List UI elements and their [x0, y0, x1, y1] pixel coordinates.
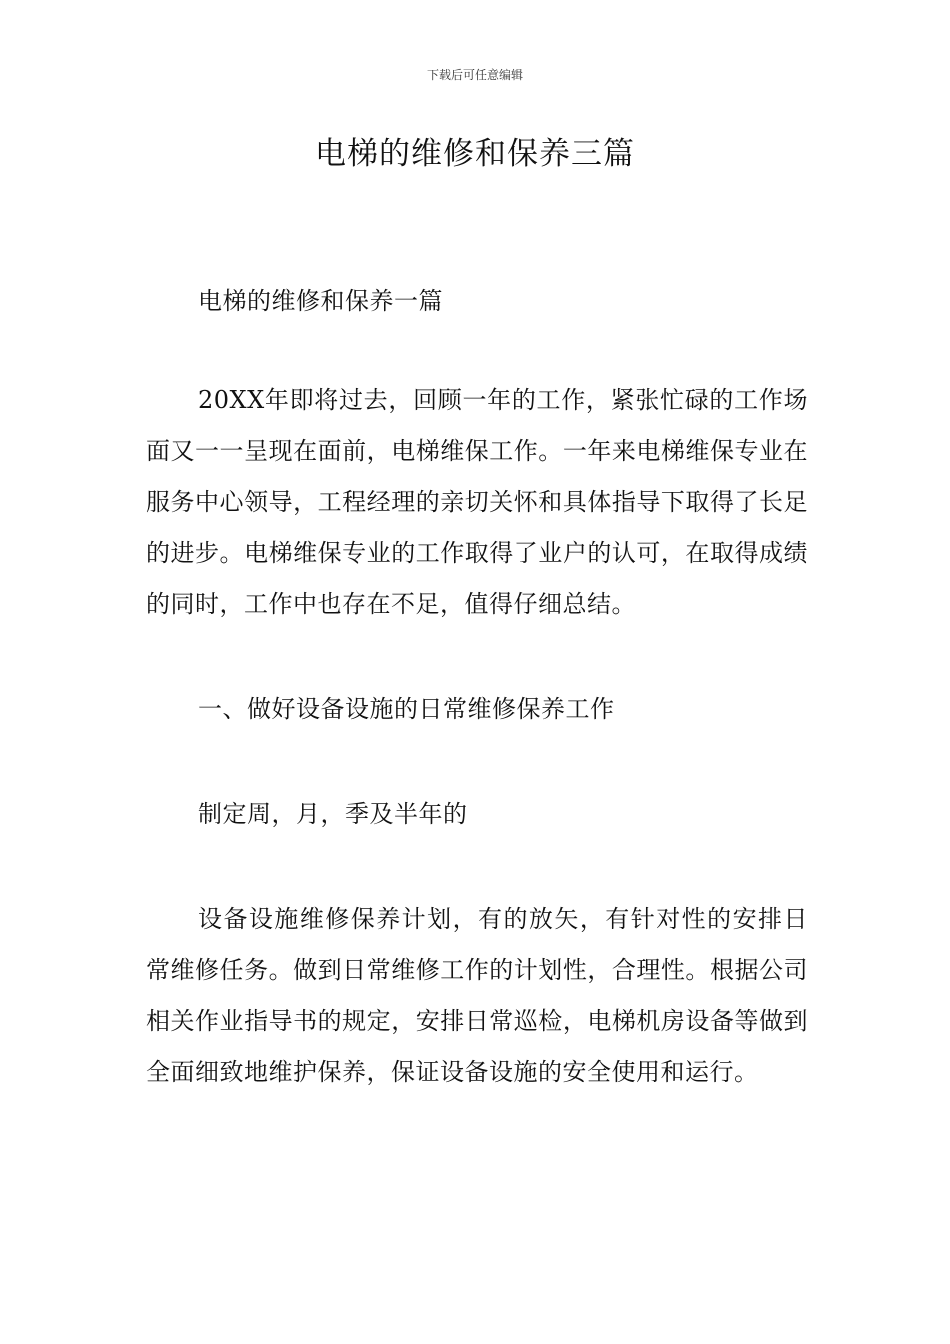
- header-note: 下载后可任意编辑: [426, 68, 523, 82]
- section-heading-part-one: 电梯的维修和保养一篇: [198, 287, 443, 315]
- plan-paragraph-lead: 制定周，月，季及半年的: [198, 800, 468, 828]
- document-body: [146, 276, 808, 1098]
- plan-paragraph: 设备设施维修保养计划，有的放矢，有针对性的安排日常维修任务。做到日常维修工作的计划性，合理性。根据公司相关作业指导书的规定，安排日常巡检，电梯机房设备等做到全面细致地维护保养，保证设备设施的安全使用和运行。: [146, 905, 808, 1086]
- document-title: 电梯的维修和保养三篇: [315, 136, 635, 172]
- subheading-daily-maintenance: 一、做好设备设施的日常维修保养工作: [198, 695, 615, 723]
- intro-paragraph: 20XX年即将过去，回顾一年的工作，紧张忙碌的工作场面又一一呈现在面前，电梯维保工作。一年来电梯维保专业在服务中心领导，工程经理的亲切关怀和具体指导下取得了长足的进步。电梯维保专业的工作取得了业户的认可，在取得成绩的同时，工作中也存在不足，值得仔细总结。: [146, 386, 808, 618]
